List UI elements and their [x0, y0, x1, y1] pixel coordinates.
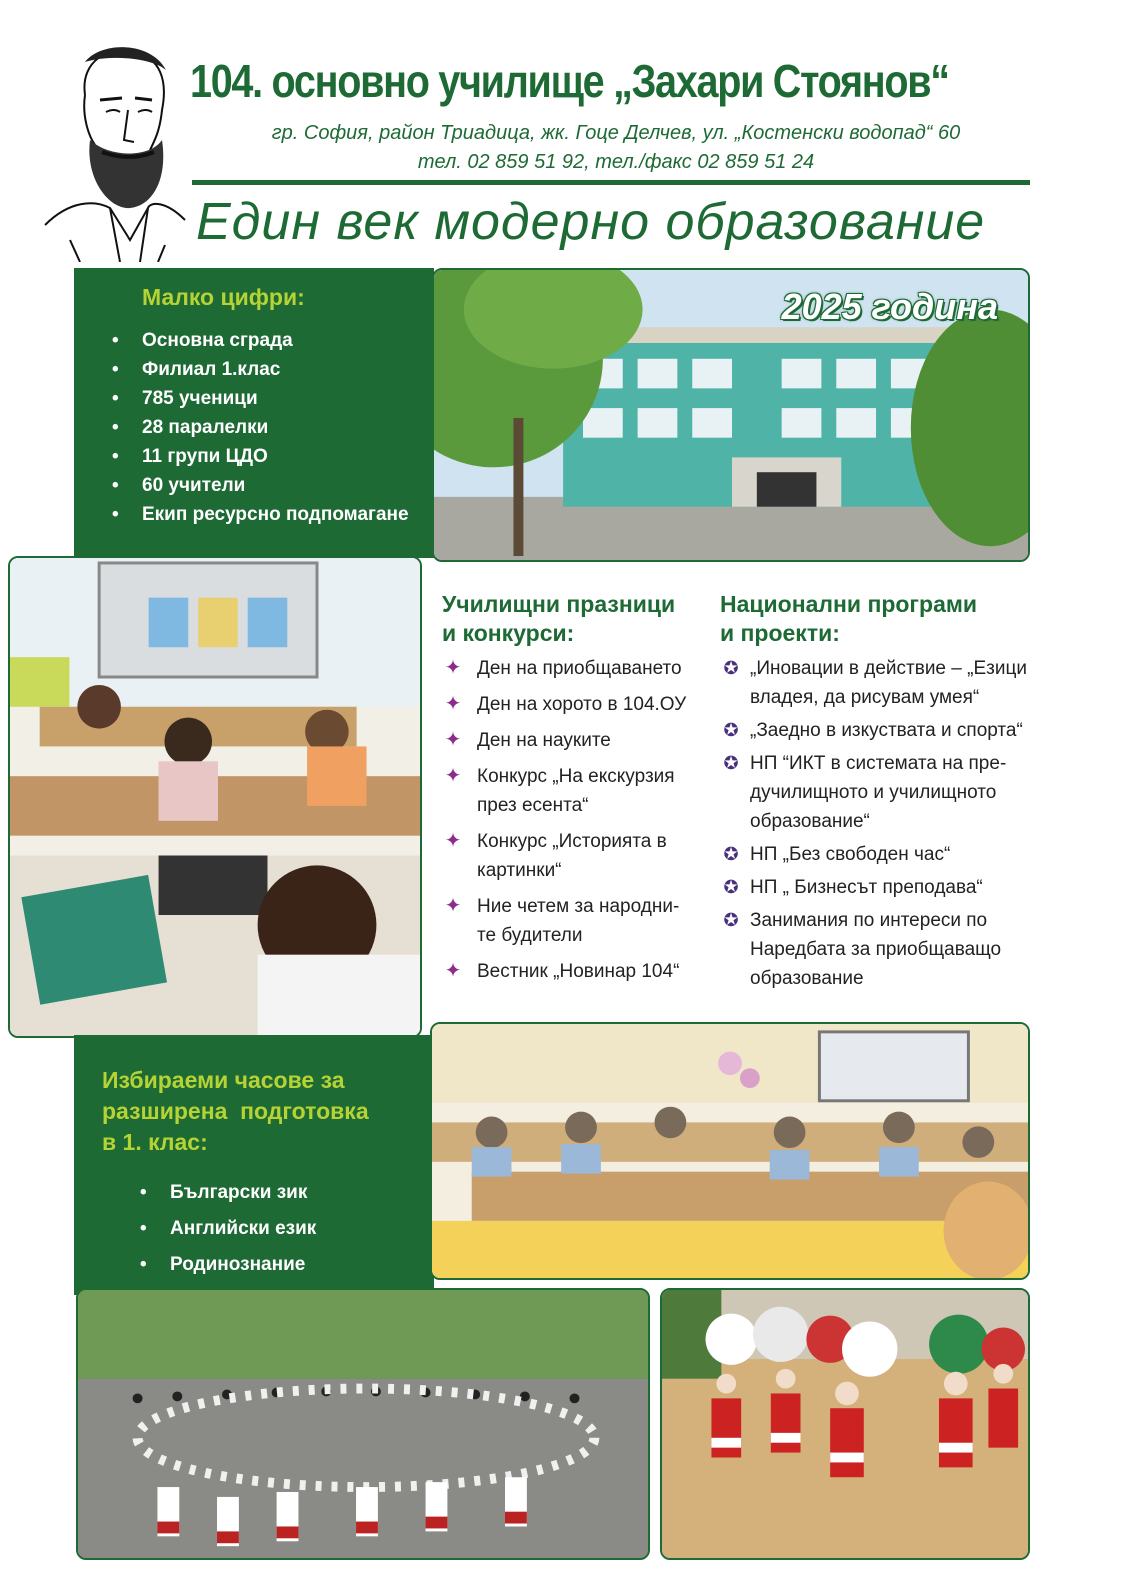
- school-name: 104. основно училище „Захари Стоянов“: [190, 55, 949, 107]
- list-item: ✪ Занимания по интереси по Наредбата за приобщаващо образование: [720, 906, 1030, 993]
- list-item: ✦ Ние четем за народни- те будители: [442, 892, 702, 950]
- list-item: ✦ Вестник „Новинар 104“: [442, 957, 702, 986]
- list-item: • Основна сграда: [110, 326, 409, 355]
- list-item: ✪ „Иновации в действие – „Езици владея, да рисувам умея“: [720, 654, 1030, 712]
- holidays-section: [442, 590, 702, 993]
- classroom-photo: [8, 556, 422, 1038]
- list-item: ✦ Конкурс „Историята в картинки“: [442, 827, 702, 885]
- list-item: ✦ Ден на хорото в 104.ОУ: [442, 690, 702, 719]
- list-item: ✦ Ден на приобщаването: [442, 654, 702, 683]
- star-circle-icon: ✪: [723, 877, 739, 897]
- school-building-photo: [432, 268, 1030, 562]
- list-item: ✪ НП „Без свободен час“: [720, 840, 1030, 869]
- motto: Един век модерно образование: [196, 193, 986, 251]
- list-item: • 785 ученици: [110, 384, 409, 413]
- numbers-title: Малко цифри:: [142, 284, 305, 310]
- list-item: • 60 учители: [110, 471, 409, 500]
- school-address: гр. София, район Триадица, жк. Гоце Делчев, ул. „Костенски водопад“ 60: [271, 122, 961, 144]
- electives-panel: [74, 1035, 434, 1295]
- star-bullet-icon: ✦: [444, 765, 462, 787]
- programs-title-line2: и проекти:: [720, 620, 840, 646]
- star-bullet-icon: ✦: [444, 729, 462, 751]
- list-item: ✪ „Заедно в изкуствата и спорта“: [720, 716, 1030, 745]
- list-item: ✪ НП „ Бизнесът преподава“: [720, 873, 1030, 902]
- list-item: • Екип ресурсно подпомагане: [110, 500, 409, 529]
- list-item: • Български зик: [138, 1175, 316, 1211]
- list-item: • 11 групи ЦДО: [110, 442, 409, 471]
- electives-list: [138, 1175, 316, 1283]
- list-item: • Филиал 1.клас: [110, 355, 409, 384]
- holidays-title-line1: Училищни празници: [442, 591, 676, 617]
- star-bullet-icon: ✦: [444, 960, 462, 982]
- header-divider: [192, 180, 1030, 185]
- star-circle-icon: ✪: [723, 753, 739, 773]
- list-item: • 28 паралелки: [110, 413, 409, 442]
- star-bullet-icon: ✦: [444, 657, 462, 679]
- list-item: ✪ НП “ИКТ в системата на пре- дучилищното и училищното образование“: [720, 749, 1030, 836]
- founder-portrait: [40, 40, 190, 262]
- list-item: • Английски език: [138, 1211, 316, 1247]
- programs-title-line1: Национални програми: [720, 591, 978, 617]
- year-badge: 2025 година: [781, 286, 998, 327]
- majorettes-photo: [660, 1288, 1030, 1560]
- numbers-list: [110, 326, 409, 529]
- classroom-photo-2: [430, 1022, 1030, 1280]
- star-bullet-icon: ✦: [444, 830, 462, 852]
- star-circle-icon: ✪: [723, 720, 739, 740]
- star-circle-icon: ✪: [723, 910, 739, 930]
- numbers-panel: [74, 268, 434, 558]
- list-item: ✦ Конкурс „На екскурзия през есента“: [442, 762, 702, 820]
- star-circle-icon: ✪: [723, 658, 739, 678]
- star-bullet-icon: ✦: [444, 895, 462, 917]
- list-item: ✦ Ден на науките: [442, 726, 702, 755]
- star-bullet-icon: ✦: [444, 693, 462, 715]
- list-item: • Родинознание: [138, 1247, 316, 1283]
- holidays-title-line2: и конкурси:: [442, 620, 575, 646]
- horo-dance-photo: [76, 1288, 650, 1560]
- electives-title: Избираеми часове за разширена подготовка в 1. клас:: [102, 1067, 369, 1155]
- programs-section: [720, 590, 1030, 997]
- school-phones: тел. 02 859 51 92, тел./факс 02 859 51 24: [417, 151, 815, 173]
- star-circle-icon: ✪: [723, 844, 739, 864]
